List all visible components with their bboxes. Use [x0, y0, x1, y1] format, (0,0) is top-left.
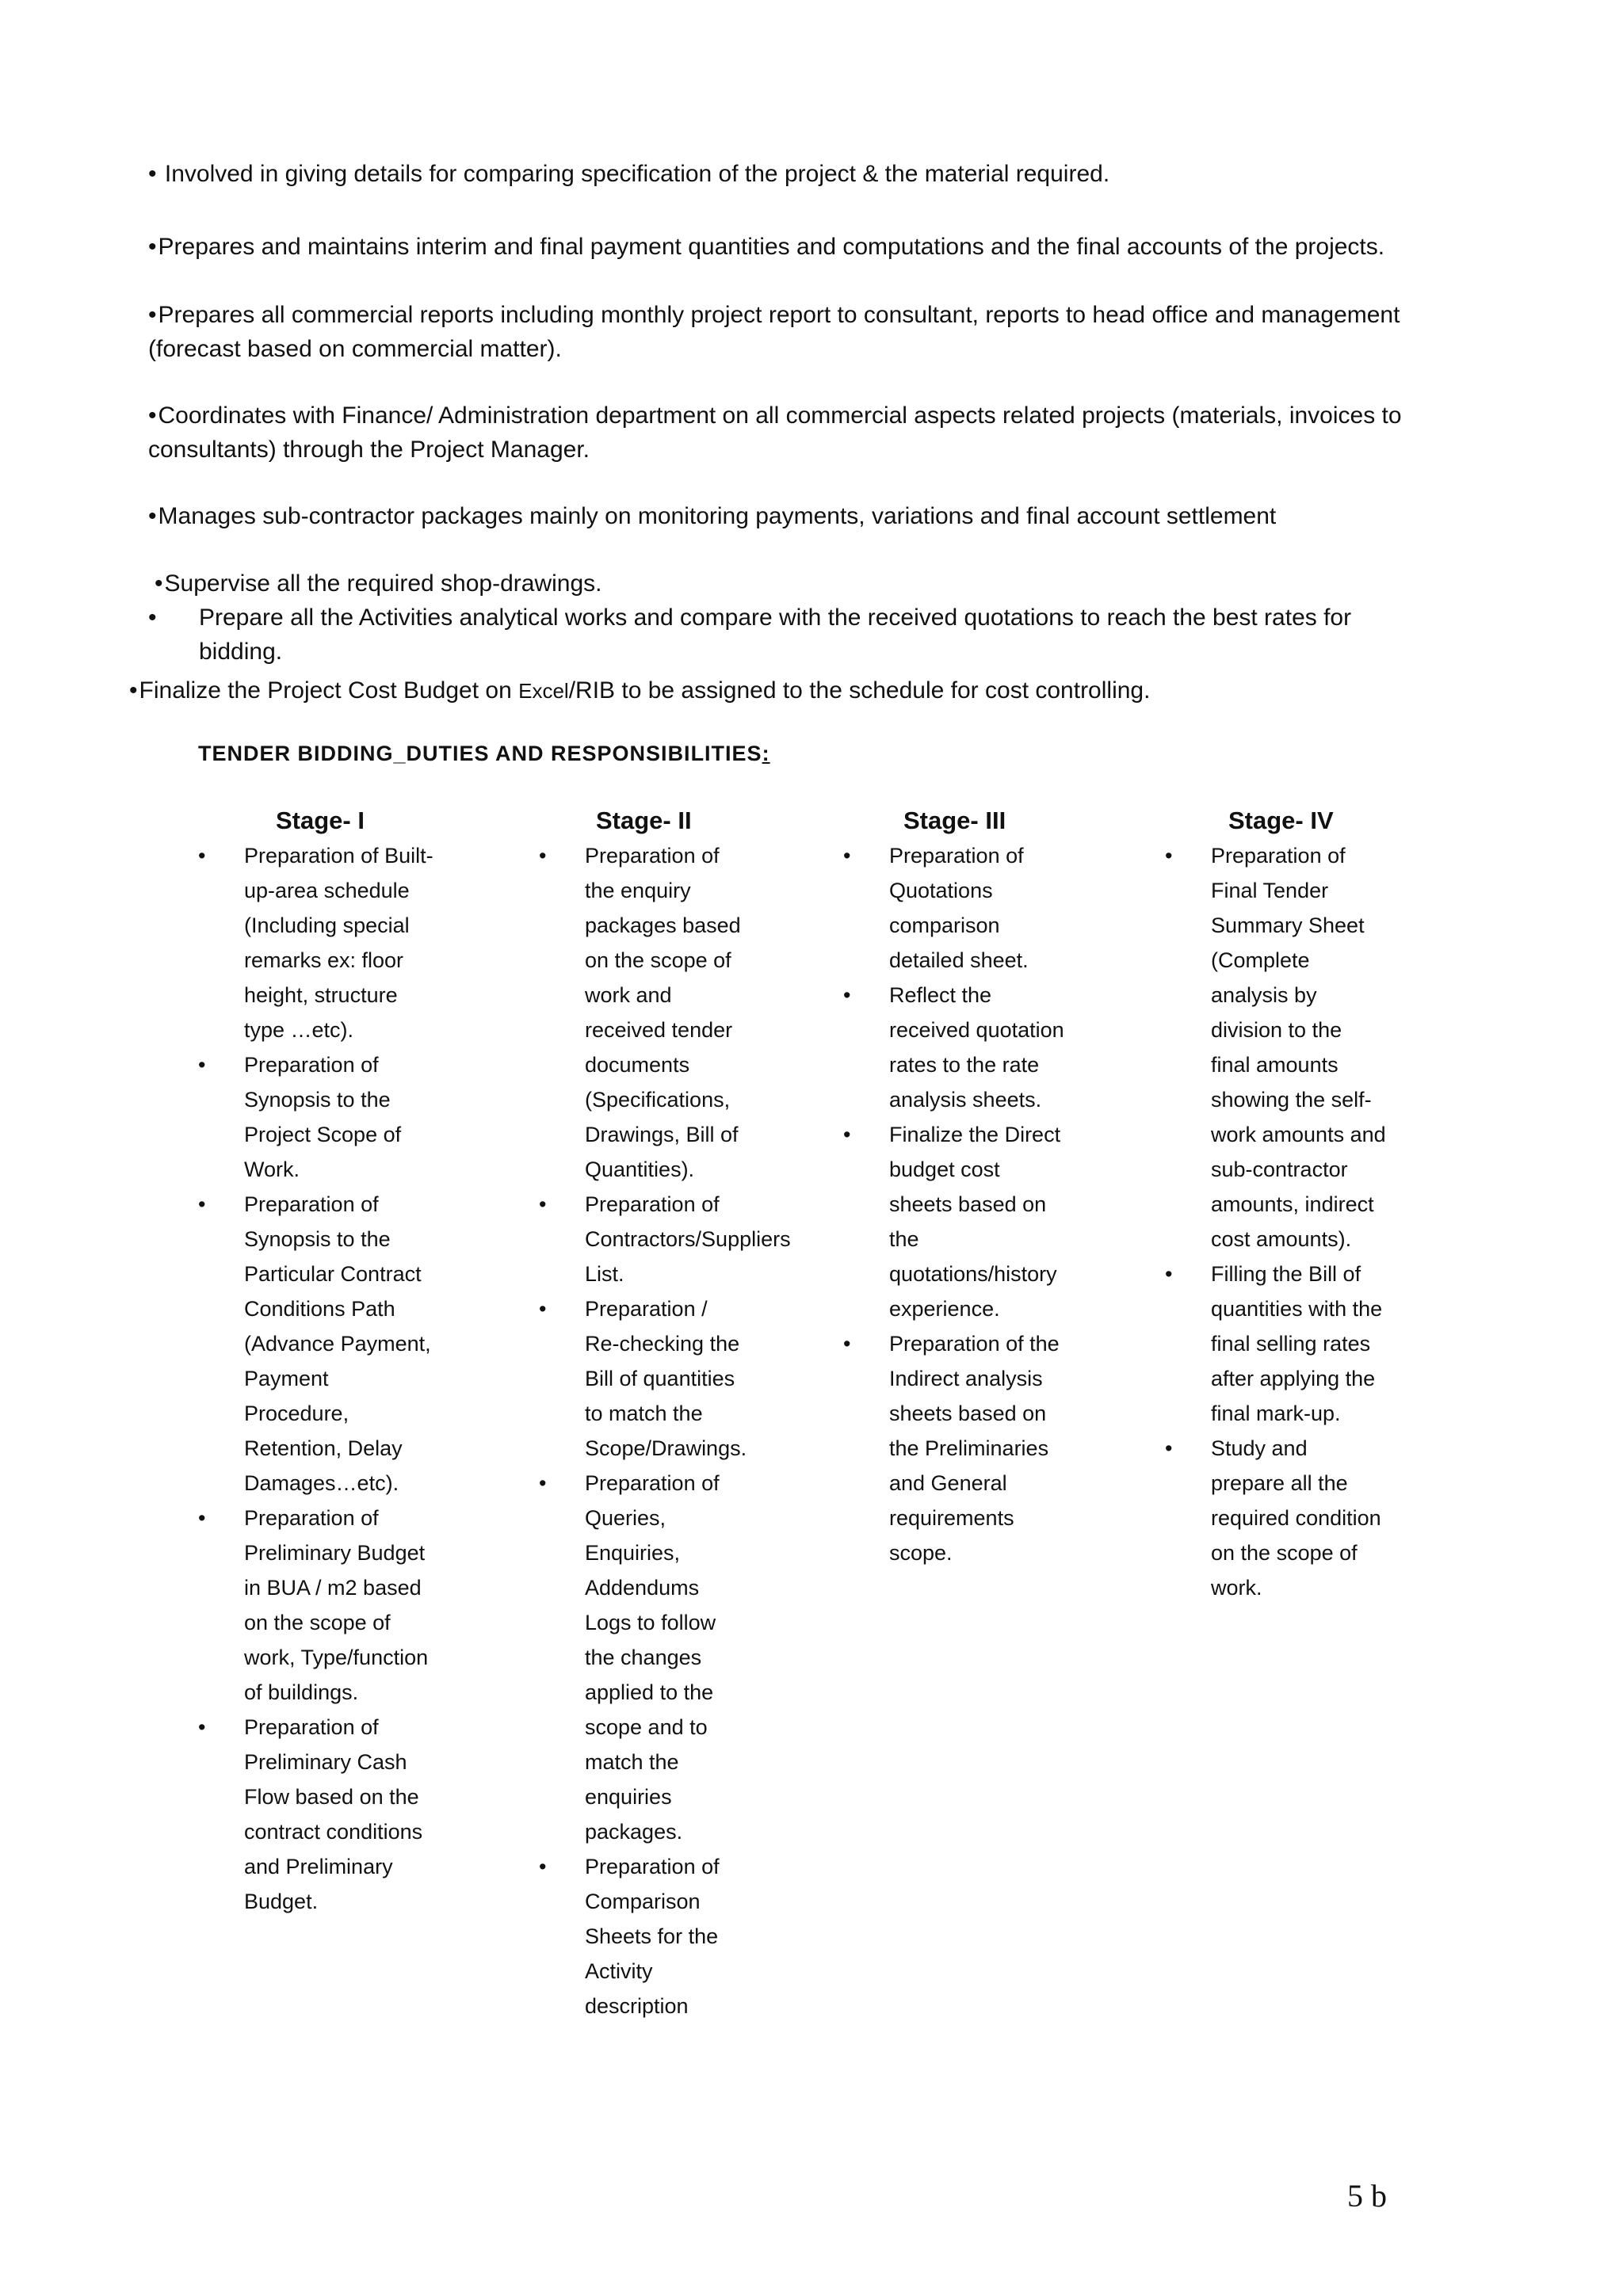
bullet-symbol: • [843, 1123, 851, 1146]
stage-item [539, 838, 745, 1187]
bullet-symbol: • [843, 983, 851, 1007]
stage-item-text: Preparation of Queries, Enquiries, Addendums Logs to follow the changes applied to the scope and to match the enquiries packages. [585, 1471, 720, 1844]
stage-column [843, 803, 1065, 1570]
bullet-paragraph [129, 673, 1476, 708]
bullet-symbol: • [198, 844, 206, 868]
bullet-symbol: • [539, 1471, 547, 1495]
bullet-text-software: Excel [518, 679, 569, 703]
stage-item-text: Preparation of the Indirect analysis sheets based on the Preliminaries and General requirements scope. [889, 1332, 1060, 1565]
stage-item-text: Preparation of Preliminary Cash Flow based on the contract conditions and Preliminary Budget. [244, 1715, 423, 1913]
bullet-symbol: • [148, 605, 157, 631]
stage-item [843, 1117, 1065, 1326]
bullet-symbol: • [155, 570, 163, 597]
stage-item-text: Reflect the received quotation rates to the rate analysis sheets. [889, 983, 1064, 1112]
stage-title: Stage- III [903, 807, 1006, 834]
bullet-symbol: • [198, 1192, 206, 1216]
stage-item-text: Preparation of Synopsis to the Project Scope of Work. [244, 1053, 402, 1181]
bullet-text: Prepares all commercial reports including monthly project report to consultant, reports to head office and management (forecast based on commercial matter). [148, 302, 1400, 362]
bullet-paragraph [148, 298, 1495, 366]
bullet-paragraph [155, 566, 1502, 601]
bullet-symbol: • [198, 1506, 206, 1530]
stage-item-text: Preparation of Synopsis to the Particular Contract Conditions Path (Advance Payment, Payment Procedure, Retention, Delay Damages…etc). [244, 1192, 431, 1495]
stage-item-text: Preparation of Built-up-area schedule (Including special remarks ex: floor height, structure type …etc). [244, 844, 433, 1042]
bullet-symbol: • [1165, 1436, 1173, 1460]
stage-item-text: Preparation of Comparison Sheets for the Activity description [585, 1855, 720, 2018]
stage-item-text: Finalize the Direct budget cost sheets based on the quotations/history experience. [889, 1123, 1061, 1321]
stage-item [198, 1187, 436, 1501]
stage-item [539, 1187, 791, 1291]
bullet-symbol: • [148, 234, 157, 260]
bullet-paragraph [148, 399, 1495, 467]
bullet-symbol: • [1165, 844, 1173, 868]
stage-list [198, 838, 436, 1919]
section-heading [198, 742, 770, 766]
stage-item [1165, 1431, 1387, 1605]
bullet-paragraph [148, 157, 1495, 191]
stage-item-text: Filling the Bill of quantities with the final selling rates after applying the final mark-up. [1211, 1262, 1383, 1425]
section-heading-colon: : [762, 742, 770, 765]
stage-item [1165, 838, 1387, 1257]
stage-item [539, 1466, 745, 1849]
bullet-symbol: • [129, 677, 138, 704]
stage-column [539, 803, 791, 2023]
bullet-symbol: • [148, 302, 157, 328]
stage-item [198, 838, 436, 1047]
page-number: 5 b [1347, 2178, 1387, 2214]
stage-column [1165, 803, 1387, 1605]
bullet-symbol: • [539, 844, 547, 868]
bullet-symbol: • [843, 1332, 851, 1356]
stage-column [198, 803, 436, 1919]
stage-item [843, 838, 1065, 978]
bullet-symbol: • [843, 844, 851, 868]
stage-item [539, 1291, 745, 1466]
stage-item-text: Preparation of the enquiry packages based on the scope of work and received tender documents (Specifications, Drawings, Bill of Quantities). [585, 844, 741, 1181]
stage-item-text: Preparation / Re-checking the Bill of quantities to match the Scope/Drawings. [585, 1297, 747, 1460]
stage-item-text: Preparation of Contractors/Suppliers List. [585, 1192, 791, 1286]
stage-title: Stage- IV [1228, 807, 1334, 834]
bullet-text: Coordinates with Finance/ Administration department on all commercial aspects related projects (materials, invoices to consultants) through the Project Manager. [148, 402, 1402, 463]
stage-item [198, 1047, 436, 1187]
stage-title: Stage- I [276, 807, 365, 834]
bullet-paragraph [148, 230, 1495, 264]
bullet-text: Supervise all the required shop-drawings. [164, 570, 602, 597]
bullet-text: Manages sub-contractor packages mainly on monitoring payments, variations and final account settlement [158, 503, 1277, 529]
stage-list [539, 838, 791, 2023]
bullet-symbol: • [148, 161, 157, 187]
stage-list [843, 838, 1065, 1570]
bullet-symbol: • [198, 1053, 206, 1077]
stage-item [198, 1501, 436, 1710]
stage-item [539, 1849, 745, 2023]
stage-item-text: Preparation of Final Tender Summary Sheet (Complete analysis by division to the final amounts showing the self-work amounts and sub-contractor amounts, indirect cost amounts). [1211, 844, 1386, 1251]
bullet-paragraph [148, 499, 1495, 533]
bullet-paragraph [148, 601, 1353, 669]
stage-item-text: Preparation of Preliminary Budget in BUA / m2 based on the scope of work, Type/function of buildings. [244, 1506, 429, 1704]
bullet-symbol: • [539, 1855, 547, 1878]
bullet-text: Prepares and maintains interim and final payment quantities and computations and the final accounts of the projects. [158, 234, 1385, 260]
stage-item [1165, 1257, 1387, 1431]
bullet-text: Prepare all the Activities analytical works and compare with the received quotations to reach the best rates for bidding. [199, 605, 1352, 665]
bullet-symbol: • [198, 1715, 206, 1739]
bullet-symbol: • [148, 503, 157, 529]
bullet-symbol: • [539, 1192, 547, 1216]
stage-item [198, 1710, 436, 1919]
stage-item [843, 978, 1065, 1117]
bullet-symbol: • [148, 402, 157, 429]
bullet-text: Finalize the Project Cost Budget on [139, 677, 519, 704]
stage-item-text: Study and prepare all the required condition on the scope of work. [1211, 1436, 1381, 1600]
section-heading-text: TENDER BIDDING_DUTIES AND RESPONSIBILITIES [198, 742, 762, 765]
stage-title: Stage- II [596, 807, 692, 834]
bullet-text: Involved in giving details for comparing specification of the project & the material required. [164, 161, 1110, 187]
bullet-symbol: • [1165, 1262, 1173, 1286]
stage-item-text: Preparation of Quotations comparison detailed sheet. [889, 844, 1029, 972]
stage-list [1165, 838, 1387, 1605]
stage-item [843, 1326, 1065, 1570]
bullet-symbol: • [539, 1297, 547, 1321]
bullet-text: /RIB to be assigned to the schedule for cost controlling. [568, 677, 1151, 704]
